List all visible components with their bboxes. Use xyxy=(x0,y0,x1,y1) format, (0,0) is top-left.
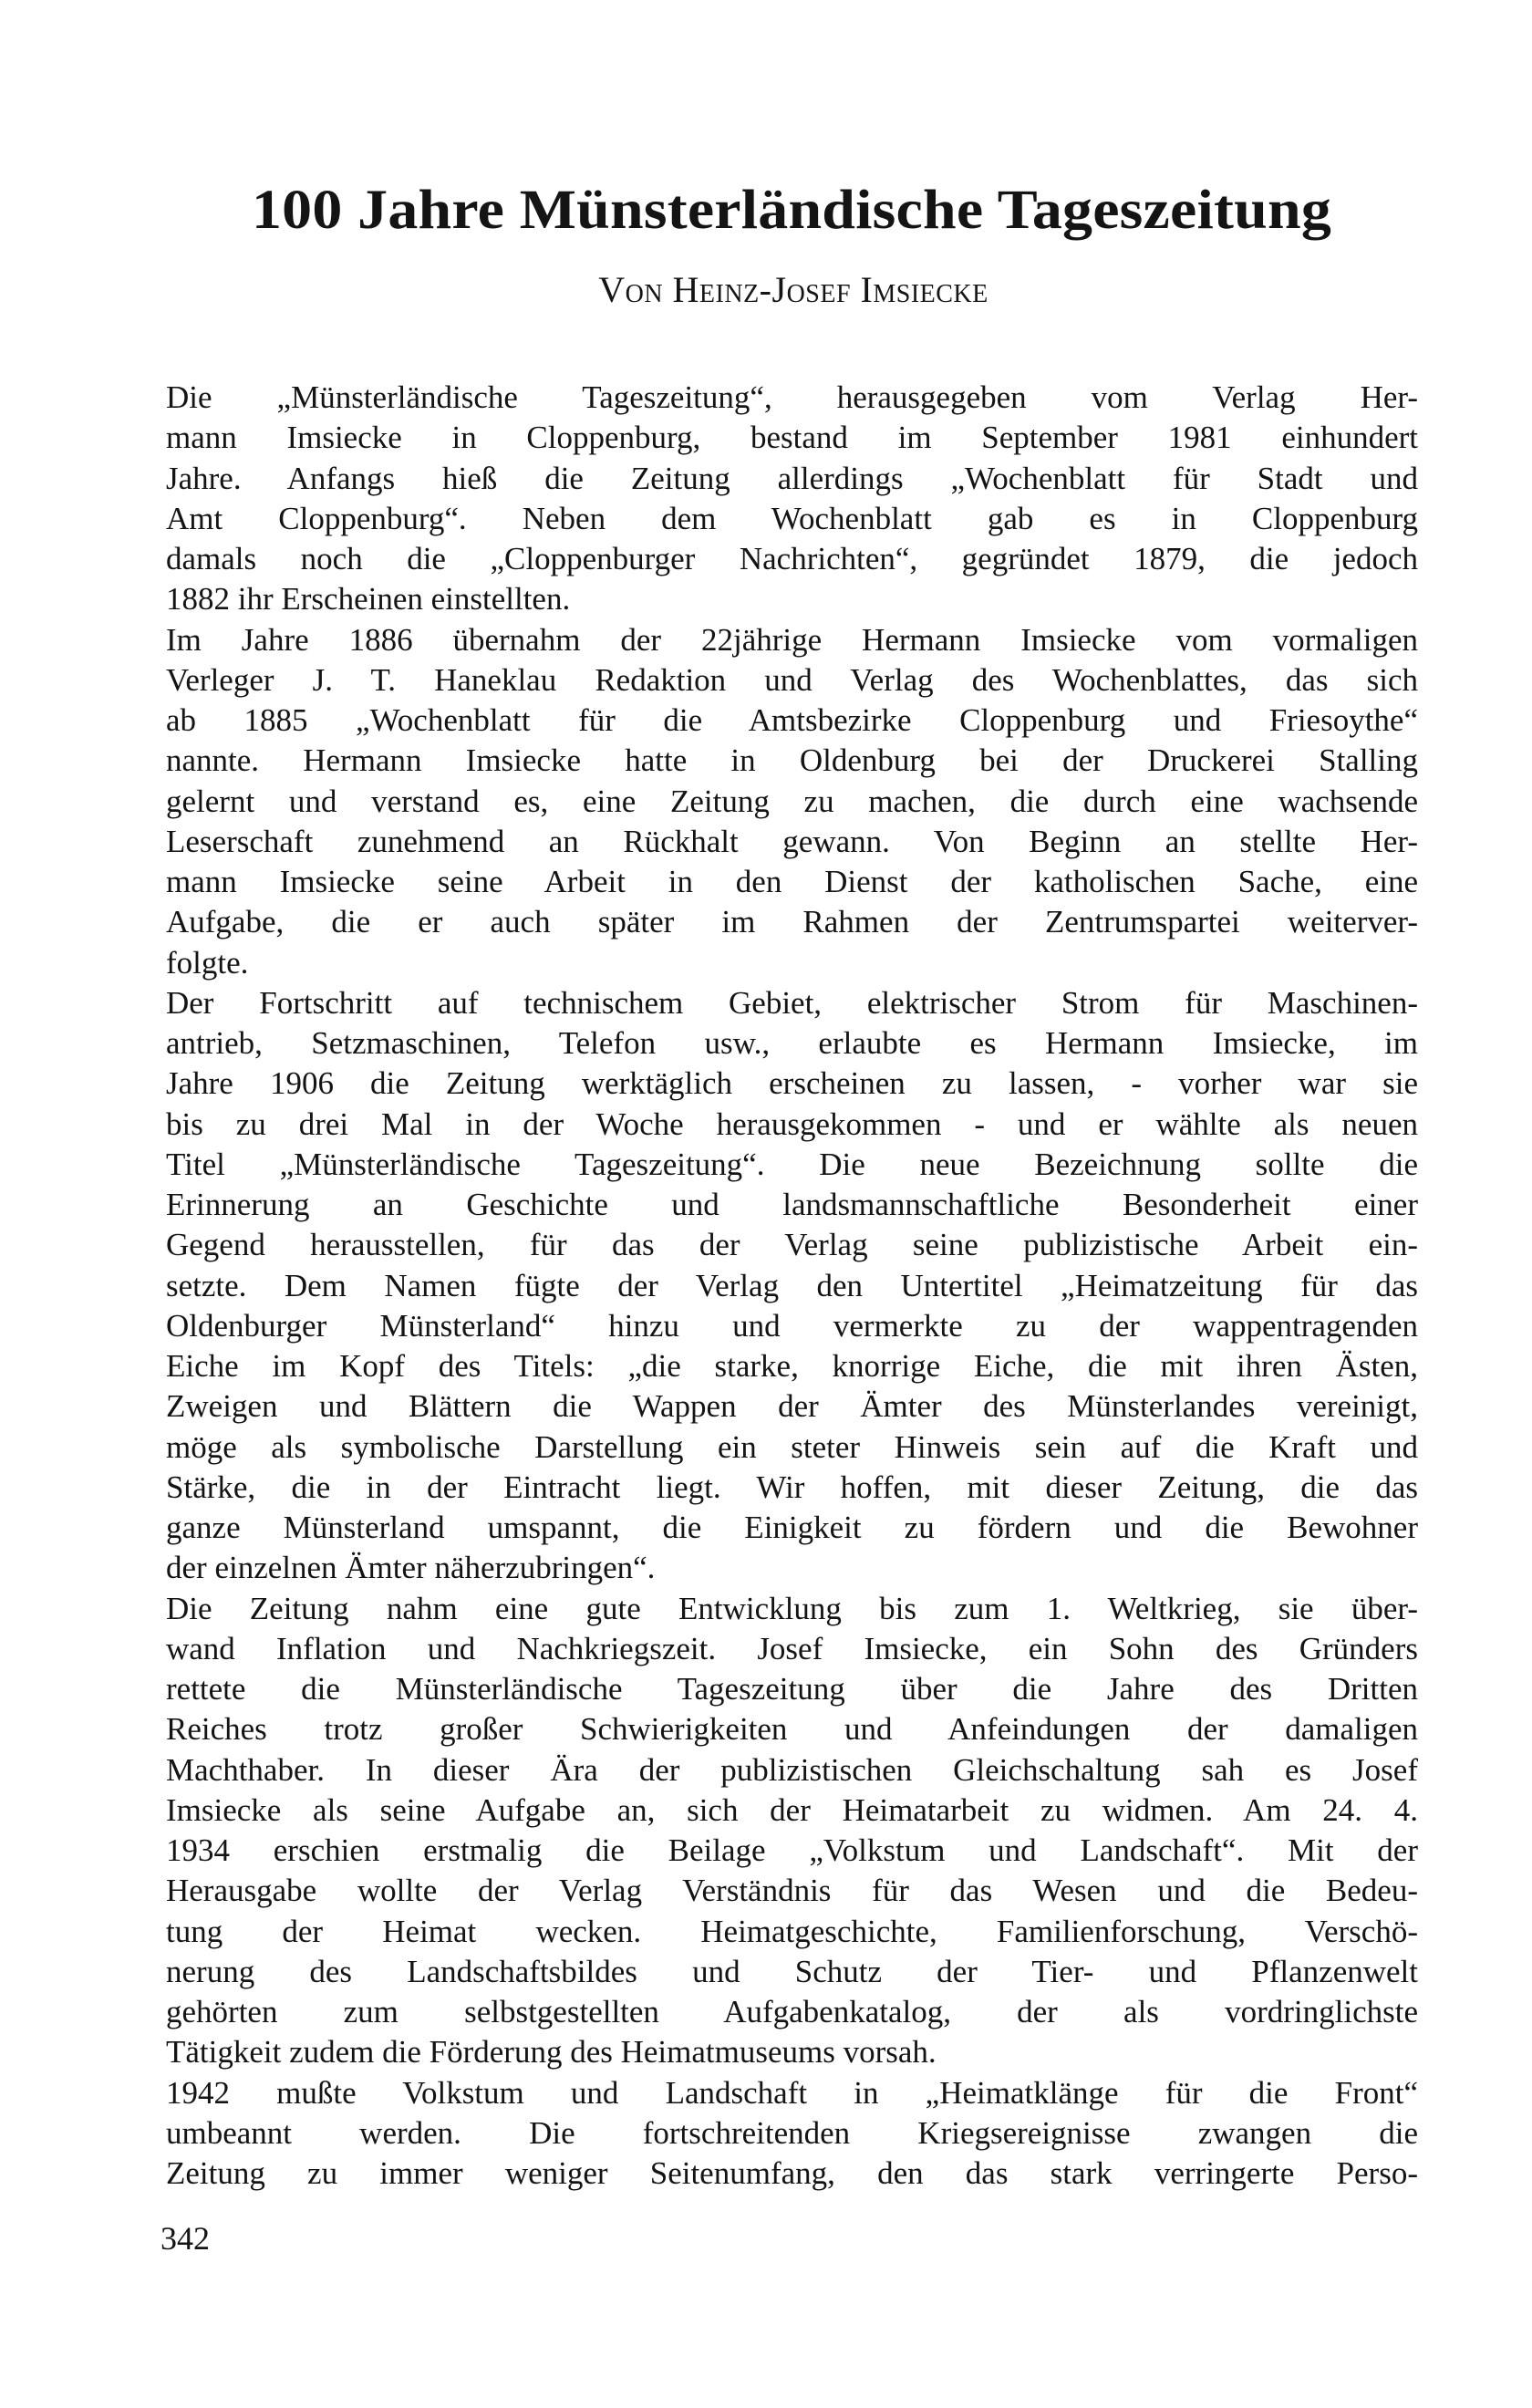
text-line: gehörten zum selbstgestellten Aufgabenkatalog, der als vordringlichste xyxy=(166,1994,1418,2029)
text-line: Im Jahre 1886 übernahm der 22jährige Hermann Imsiecke vom vormaligen xyxy=(166,621,1418,658)
text-line: Die „Münsterländische Tageszeitung“, herausgegeben vom Verlag Her- xyxy=(166,379,1418,415)
text-line: möge als symbolische Darstellung ein steter Hinweis sein auf die Kraft und xyxy=(166,1428,1418,1465)
text-line: Machthaber. In dieser Ära der publizistischen Gleichschaltung sah es Josef xyxy=(166,1751,1418,1788)
text-line: Herausgabe wollte der Verlag Verständnis für das Wesen und die Bedeu- xyxy=(166,1873,1418,1909)
text-line: Oldenburger Münsterland“ hinzu und vermerkte zu der wappentragenden xyxy=(166,1307,1418,1344)
text-line: der einzelnen Ämter näherzubringen“. xyxy=(166,1550,656,1586)
text-line: Die Zeitung nahm eine gute Entwicklung bis zum 1. Weltkrieg, sie über- xyxy=(166,1590,1418,1626)
author-byline xyxy=(0,268,1532,312)
text-line: Titel „Münsterländische Tageszeitung“. Die neue Bezeichnung sollte die xyxy=(166,1146,1418,1182)
text-line: Erinnerung an Geschichte und landsmannschaftliche Besonderheit einer xyxy=(166,1187,1418,1222)
page-number: 342 xyxy=(160,2220,210,2257)
text-line: Eiche im Kopf des Titels: „die starke, knorrige Eiche, die mit ihren Ästen, xyxy=(166,1348,1418,1384)
text-line: bis zu drei Mal in der Woche herausgekommen - und er wählte als neuen xyxy=(166,1105,1418,1142)
text-line: Amt Cloppenburg“. Neben dem Wochenblatt gab es in Cloppenburg xyxy=(166,500,1418,536)
text-line: Zweigen und Blättern die Wappen der Ämter des Münsterlandes vereinigt, xyxy=(166,1388,1418,1425)
text-line: wand Inflation und Nachkriegszeit. Josef Imsiecke, ein Sohn des Gründers xyxy=(166,1630,1418,1666)
author-byline-text: Von Heinz-Josef Imsiecke xyxy=(598,269,989,310)
text-line: 1934 erschien erstmalig die Beilage „Volkstum und Landschaft“. Mit der xyxy=(166,1832,1418,1868)
text-line: umbeannt werden. Die fortschreitenden Kriegsereignisse zwangen die xyxy=(166,2114,1418,2151)
text-line: 1882 ihr Erscheinen einstellten. xyxy=(166,581,571,618)
text-line: Imsiecke als seine Aufgabe an, sich der Heimatarbeit zu widmen. Am 24. 4. xyxy=(166,1791,1418,1828)
text-line: Zeitung zu immer weniger Seitenumfang, den das stark verringerte Perso- xyxy=(166,2155,1418,2191)
text-line: Jahre 1906 die Zeitung werktäglich erscheinen zu lassen, - vorher war sie xyxy=(166,1065,1418,1102)
text-line: nannte. Hermann Imsiecke hatte in Oldenburg bei der Druckerei Stalling xyxy=(166,742,1418,779)
text-line: folgte. xyxy=(166,944,249,981)
text-line: antrieb, Setzmaschinen, Telefon usw., erlaubte es Hermann Imsiecke, im xyxy=(166,1025,1418,1061)
text-line: setzte. Dem Namen fügte der Verlag den Untertitel „Heimatzeitung für das xyxy=(166,1267,1418,1303)
text-line: Verleger J. T. Haneklau Redaktion und Verlag des Wochenblattes, das sich xyxy=(166,661,1418,698)
text-line: mann Imsiecke in Cloppenburg, bestand im September 1981 einhundert xyxy=(166,420,1418,456)
text-line: mann Imsiecke seine Arbeit in den Dienst der katholischen Sache, eine xyxy=(166,864,1418,899)
text-line: Tätigkeit zudem die Förderung des Heimatmuseums vorsah. xyxy=(166,2034,937,2071)
text-line: 1942 mußte Volkstum und Landschaft in „Heimatklänge für die Front“ xyxy=(166,2074,1418,2111)
text-line: damals noch die „Cloppenburger Nachrichten“, gegründet 1879, die jedoch xyxy=(166,541,1418,576)
text-line: Leserschaft zunehmend an Rückhalt gewann. Von Beginn an stellte Her- xyxy=(166,823,1418,859)
text-line: tung der Heimat wecken. Heimatgeschichte, Familienforschung, Verschö- xyxy=(166,1913,1418,1949)
article-title-text: 100 Jahre Münsterländische Tageszeitung xyxy=(252,180,1331,241)
text-line: ganze Münsterland umspannt, die Einigkeit zu fördern und die Bewohner xyxy=(166,1510,1418,1545)
article-body xyxy=(166,378,1418,2194)
article-title xyxy=(0,179,1532,243)
text-line: gelernt und verstand es, eine Zeitung zu machen, die durch eine wachsende xyxy=(166,783,1418,819)
text-line: Jahre. Anfangs hieß die Zeitung allerdings „Wochenblatt für Stadt und xyxy=(166,460,1418,496)
text-line: rettete die Münsterländische Tageszeitung über die Jahre des Dritten xyxy=(166,1671,1418,1707)
text-line: nerung des Landschaftsbildes und Schutz der Tier- und Pflanzenwelt xyxy=(166,1953,1418,1989)
text-line: Gegend herausstellen, für das der Verlag seine publizistische Arbeit ein- xyxy=(166,1227,1418,1263)
text-line: Der Fortschritt auf technischem Gebiet, elektrischer Strom für Maschinen- xyxy=(166,984,1418,1021)
text-line: Aufgabe, die er auch später im Rahmen der Zentrumspartei weiterver- xyxy=(166,904,1418,940)
text-line: Stärke, die in der Eintracht liegt. Wir hoffen, mit dieser Zeitung, die das xyxy=(166,1469,1418,1505)
text-line: ab 1885 „Wochenblatt für die Amtsbezirke Cloppenburg und Friesoythe“ xyxy=(166,702,1418,738)
text-line: Reiches trotz großer Schwierigkeiten und Anfeindungen der damaligen xyxy=(166,1711,1418,1748)
